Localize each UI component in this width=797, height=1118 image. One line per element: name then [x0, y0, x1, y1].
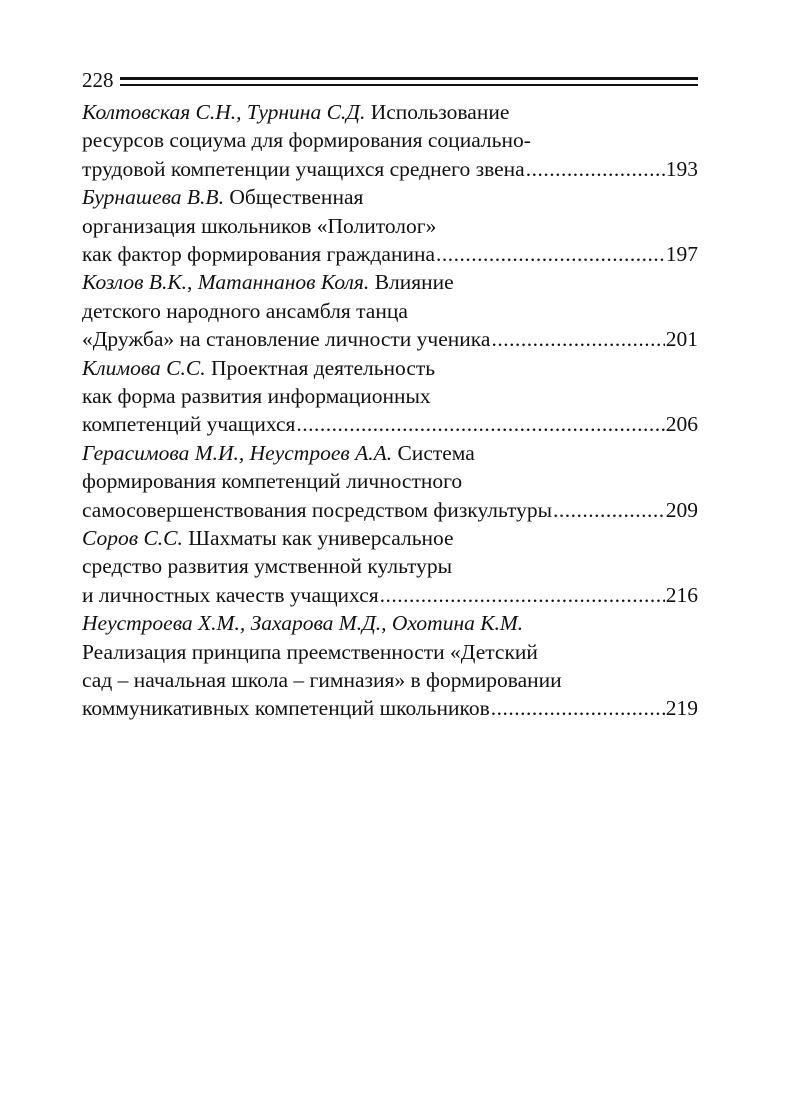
toc-entry-authors: Герасимова М.И., Неустроев А.А. [82, 440, 393, 465]
toc-entry-title-line: сад – начальная школа – гимназия» в формировании [82, 667, 562, 692]
toc-entry-title-end: компетенций учащихся [82, 412, 296, 437]
toc-entry-page: 193 [665, 156, 698, 181]
header-double-rule [120, 77, 699, 86]
toc-entry-first-line [82, 98, 698, 126]
toc-entry-page: 197 [665, 241, 698, 266]
toc-entry-title-line: средство развития умственной культуры [82, 554, 453, 579]
toc-entry-title-start: Использование [370, 100, 510, 124]
toc-entry-first-line [82, 354, 698, 382]
toc-entry-title-start: Система [397, 440, 475, 465]
toc-entry-title-line: формирования компетенций личностного [82, 469, 463, 494]
toc-entry-title-start: Влияние [374, 270, 454, 295]
toc-entry-title-end: и личностных качеств учащихся [82, 582, 379, 607]
toc-entry[interactable] [82, 183, 698, 268]
toc-entry-first-line [82, 268, 698, 296]
toc-entry-authors: Неустроева Х.М., Захарова М.Д., Охотина К.М. [82, 611, 524, 636]
toc-entry-authors: Козлов В.К., Матаннанов Коля. [82, 270, 370, 295]
book-page [82, 66, 698, 723]
toc-entry-authors: Климова С.С. [82, 355, 206, 380]
dot-leader [553, 496, 665, 524]
toc-entry-title-line: ресурсов социума для формирования социально- [82, 128, 531, 153]
dot-leader [296, 410, 664, 438]
page-header [82, 66, 698, 94]
toc-entry-title-line: детского народного ансамбля танца [82, 298, 408, 323]
toc-entry-last-line [82, 410, 698, 438]
toc-entry-authors: Колтовская С.Н., Турнина С.Д. [82, 100, 366, 124]
toc-entry[interactable] [82, 354, 698, 439]
toc-entry[interactable] [82, 524, 698, 609]
toc-entry[interactable] [82, 609, 698, 723]
dot-leader [380, 581, 665, 609]
toc-entry[interactable] [82, 439, 698, 524]
toc-entry-title-start: Проектная деятельность [211, 355, 436, 380]
toc-entry-page: 201 [665, 327, 698, 352]
toc-entry-title-end: самосовершенствования посредством физкультуры [82, 497, 553, 522]
toc-entry-last-line [82, 694, 698, 722]
dot-leader [491, 325, 664, 353]
toc-entry[interactable] [82, 98, 698, 183]
page-number: 228 [82, 68, 114, 92]
toc-entry-page: 216 [665, 582, 698, 607]
toc-entry-title-end: трудовой компетенции учащихся среднего звена [82, 156, 525, 181]
table-of-contents [82, 98, 698, 723]
toc-entry-authors: Бурнашева В.В. [82, 185, 224, 210]
toc-entry-title-line: организация школьников «Политолог» [82, 213, 437, 238]
toc-entry-title-end: «Дружба» на становление личности ученика [82, 327, 491, 352]
toc-entry-title-end: как фактор формирования гражданина [82, 241, 436, 266]
toc-entry-page: 206 [665, 412, 698, 437]
toc-entry-title-end: коммуникативных компетенций школьников [82, 696, 490, 721]
toc-entry-title-start: Шахматы как универсальное [188, 525, 454, 550]
toc-entry-last-line [82, 581, 698, 609]
toc-entry-title-line: как форма развития информационных [82, 383, 431, 408]
toc-entry-first-line [82, 439, 698, 467]
toc-entry-title-start: Общественная [229, 185, 364, 210]
dot-leader [491, 694, 665, 722]
toc-entry-first-line [82, 183, 698, 211]
toc-entry-last-line [82, 496, 698, 524]
dot-leader [526, 155, 665, 183]
toc-entry-title-line: Реализация принципа преемственности «Детский [82, 639, 538, 664]
toc-entry-first-line [82, 609, 698, 637]
toc-entry-first-line [82, 524, 698, 552]
dot-leader [436, 240, 665, 268]
toc-entry-last-line [82, 155, 698, 183]
toc-entry-last-line [82, 325, 698, 353]
toc-entry-page: 209 [665, 497, 698, 522]
toc-entry-last-line [82, 240, 698, 268]
toc-entry[interactable] [82, 268, 698, 353]
toc-entry-page: 219 [665, 696, 698, 721]
toc-entry-authors: Соров С.С. [82, 525, 183, 550]
